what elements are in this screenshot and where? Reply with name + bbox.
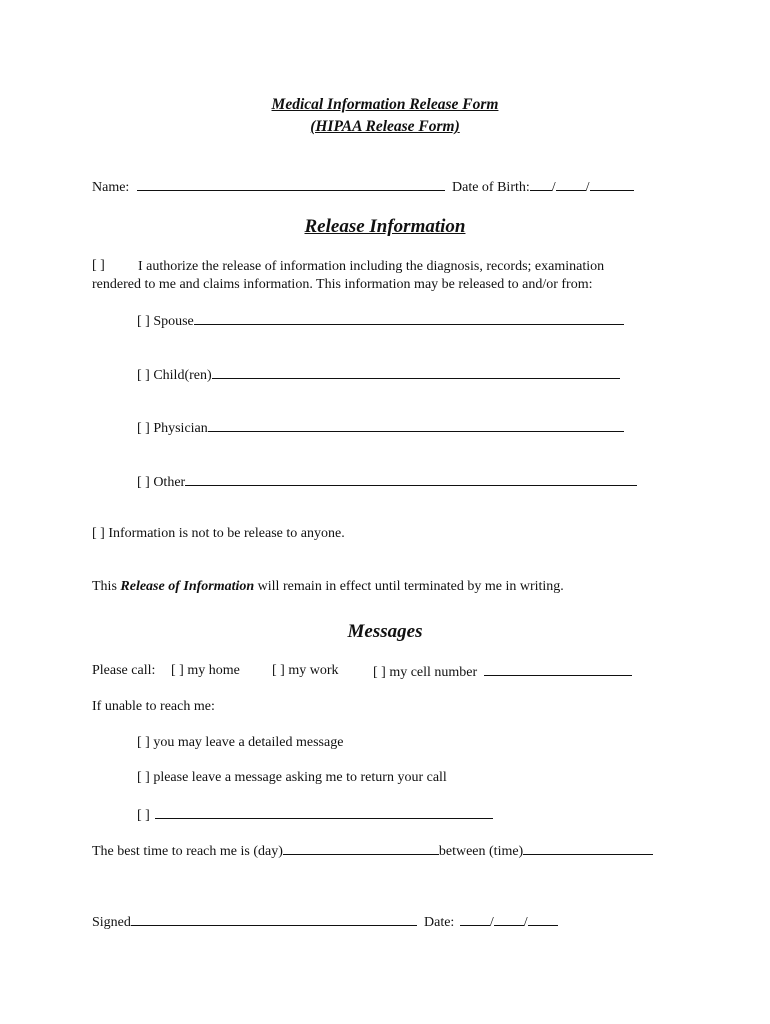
other-field[interactable] bbox=[185, 473, 637, 486]
my-work-option[interactable]: [ ] my work bbox=[272, 663, 339, 678]
best-time-field[interactable] bbox=[523, 842, 653, 855]
please-call-label: Please call: bbox=[92, 663, 156, 678]
my-cell-row bbox=[373, 663, 632, 681]
signed-row bbox=[92, 913, 417, 931]
dob-separator: / bbox=[551, 180, 556, 195]
date-separator: / bbox=[523, 915, 528, 930]
date-separator: / bbox=[489, 915, 494, 930]
name-row bbox=[92, 178, 445, 196]
dob-year-field[interactable] bbox=[590, 178, 634, 191]
signed-day-field[interactable] bbox=[494, 913, 524, 926]
children-field[interactable] bbox=[212, 366, 620, 379]
form-title: Medical Information Release Form bbox=[271, 96, 499, 113]
dob-separator: / bbox=[585, 180, 590, 195]
option-other-label: [ ] Other bbox=[137, 475, 186, 490]
name-label: Name: bbox=[92, 180, 130, 195]
best-time-row bbox=[92, 842, 653, 860]
effect-prefix: This bbox=[92, 579, 121, 594]
dob-month-field[interactable] bbox=[530, 178, 552, 191]
form-subtitle: (HIPAA Release Form) bbox=[310, 118, 460, 135]
signed-date-label: Date: bbox=[424, 915, 455, 930]
signed-label: Signed bbox=[92, 915, 131, 930]
option-other[interactable] bbox=[137, 473, 637, 491]
option-physician-label: [ ] Physician bbox=[137, 421, 208, 436]
signed-date-row bbox=[424, 913, 558, 931]
other-message-row bbox=[137, 806, 493, 824]
cell-number-field[interactable] bbox=[484, 663, 632, 676]
effect-statement bbox=[92, 579, 564, 595]
unable-label: If unable to reach me: bbox=[92, 699, 215, 714]
between-label: between (time) bbox=[438, 844, 524, 859]
dob-label: Date of Birth: bbox=[452, 180, 530, 195]
option-spouse[interactable] bbox=[137, 312, 624, 330]
signed-year-field[interactable] bbox=[528, 913, 558, 926]
messages-heading: Messages bbox=[347, 621, 423, 642]
detailed-message-option[interactable]: [ ] you may leave a detailed message bbox=[137, 735, 344, 750]
dob-row bbox=[452, 178, 634, 196]
my-cell-option[interactable]: [ ] my cell number bbox=[373, 665, 478, 680]
not-released-option[interactable]: [ ] Information is not to be release to anyone. bbox=[92, 526, 345, 541]
physician-field[interactable] bbox=[208, 419, 624, 432]
option-physician[interactable] bbox=[137, 419, 624, 437]
option-children[interactable] bbox=[137, 366, 620, 384]
spouse-field[interactable] bbox=[194, 312, 624, 325]
signed-month-field[interactable] bbox=[460, 913, 490, 926]
authorize-text: I authorize the release of information including the diagnosis, records; examination rendered to me and claims information. This information may be released to and/or from: bbox=[92, 259, 605, 292]
option-spouse-label: [ ] Spouse bbox=[137, 314, 194, 329]
release-heading: Release Information bbox=[304, 216, 466, 237]
other-message-field[interactable] bbox=[155, 806, 493, 819]
return-call-option[interactable]: [ ] please leave a message asking me to return your call bbox=[137, 770, 447, 785]
my-home-option[interactable]: [ ] my home bbox=[171, 663, 240, 678]
signature-field[interactable] bbox=[131, 913, 417, 926]
best-day-field[interactable] bbox=[283, 842, 439, 855]
dob-day-field[interactable] bbox=[556, 178, 586, 191]
effect-suffix: will remain in effect until terminated by me in writing. bbox=[254, 579, 564, 594]
name-field[interactable] bbox=[137, 178, 445, 191]
option-children-label: [ ] Child(ren) bbox=[137, 368, 212, 383]
best-time-label: The best time to reach me is (day) bbox=[92, 844, 283, 859]
authorize-checkbox[interactable]: [ ] bbox=[92, 258, 105, 273]
other-message-option[interactable]: [ ] bbox=[137, 808, 150, 823]
effect-bold: Release of Information bbox=[120, 579, 255, 594]
